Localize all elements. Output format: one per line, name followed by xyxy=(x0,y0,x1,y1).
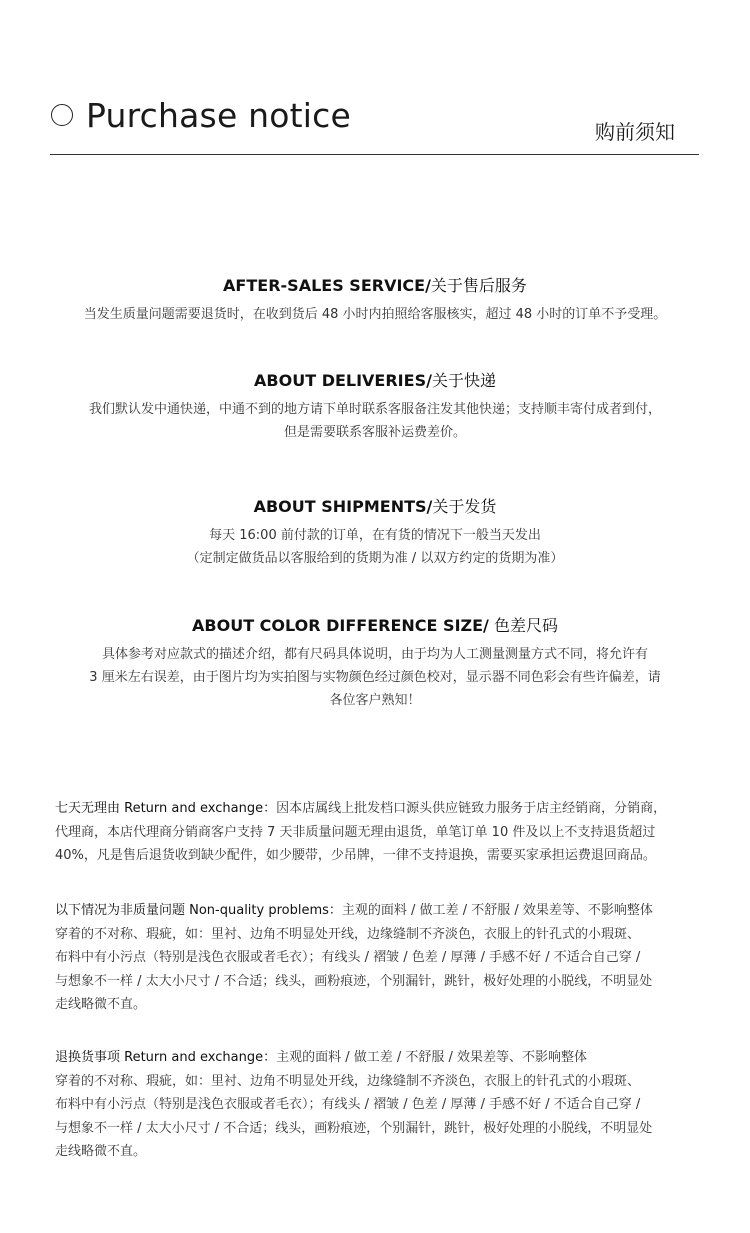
page-title-cn: 购前须知 xyxy=(595,120,675,144)
page-header xyxy=(50,92,699,155)
section-body: 每天 16:00 前付款的订单，在有货的情况下一般当天发出 （定制定做货品以客服给到的货期为准 / 以双方约定的货期为准） xyxy=(186,528,564,566)
section-after-sales xyxy=(50,275,700,326)
circle-icon xyxy=(51,104,73,126)
page-title: Purchase notice xyxy=(86,96,352,135)
paragraph-lead: 七天无理由 Return and exchange： xyxy=(55,801,277,816)
section-shipments xyxy=(50,496,700,570)
section-body: 具体参考对应款式的描述介绍，都有尺码具体说明，由于均为人工测量测量方式不同，将允许有 3 厘米左右误差，由于图片均为实拍图与实物颜色经过颜色校对，显示器不同色彩会有些许偏差，请 各位客户熟知！ xyxy=(89,647,661,708)
paragraph-lead: 退换货事项 Return and exchange： xyxy=(55,1050,277,1065)
paragraph-non-quality: 以下情况为非质量问题 Non-quality problems：主观的面料 / 做工差 / 不舒服 / 效果差等、不影响整体 穿着的不对称、瑕疵，如：里衬、边角不明显处开线，边缘缝制不齐淡色，衣服上的针孔式的小瑕斑、 布料中有小污点（特别是浅色衣服或者毛衣）；有线头 / 褶皱 / 色差 / 厚薄 / 手感不好 / 不适合自己穿 / 与想象不一样 / 太大小尺寸 / 不合适；线头，画粉痕迹，个别漏针，跳针，极好处理的小脱线，不明显处 走线略微不直。 xyxy=(55,903,653,1012)
paragraph-lead: 以下情况为非质量问题 Non-quality problems： xyxy=(55,903,342,918)
section-deliveries xyxy=(50,370,700,444)
section-body: 当发生质量问题需要退货时，在收到货后 48 小时内拍照给客服核实，超过 48 小时的订单不予受理。 xyxy=(83,307,667,322)
section-color-size xyxy=(50,615,700,712)
paragraph-return-exchange: 退换货事项 Return and exchange：主观的面料 / 做工差 / 不舒服 / 效果差等、不影响整体 穿着的不对称、瑕疵，如：里衬、边角不明显处开线，边缘缝制不齐淡色，衣服上的针孔式的小瑕斑、 布料中有小污点（特别是浅色衣服或者毛衣）；有线头 / 褶皱 / 色差 / 厚薄 / 手感不好 / 不适合自己穿 / 与想象不一样 / 太大小尺寸 / 不合适；线头，画粉痕迹，个别漏针，跳针，极好处理的小脱线，不明显处 走线略微不直。 xyxy=(55,1050,653,1159)
section-title: AFTER-SALES SERVICE/关于售后服务 xyxy=(223,276,527,295)
section-title: ABOUT DELIVERIES/关于快递 xyxy=(254,371,496,390)
section-body: 我们默认发中通快递，中通不到的地方请下单时联系客服备注发其他快递；支持顺丰寄付成者到付， 但是需要联系客服补运费差价。 xyxy=(88,402,661,440)
section-title: ABOUT SHIPMENTS/关于发货 xyxy=(253,497,497,516)
section-title: ABOUT COLOR DIFFERENCE SIZE/ 色差尺码 xyxy=(192,616,558,635)
paragraph-seven-day-return: 七天无理由 Return and exchange：因本店属线上批发档口源头供应链致力服务于店主经销商，分销商， 代理商，本店代理商分销商客户支持 7 天非质量问题无理由退货，单笔订单 10 件及以上不支持退货超过 40%，凡是售后退货收到缺少配件，如少腰带，少吊牌，一律不支持退换，需要买家承担运费退回商品。 xyxy=(55,801,667,863)
